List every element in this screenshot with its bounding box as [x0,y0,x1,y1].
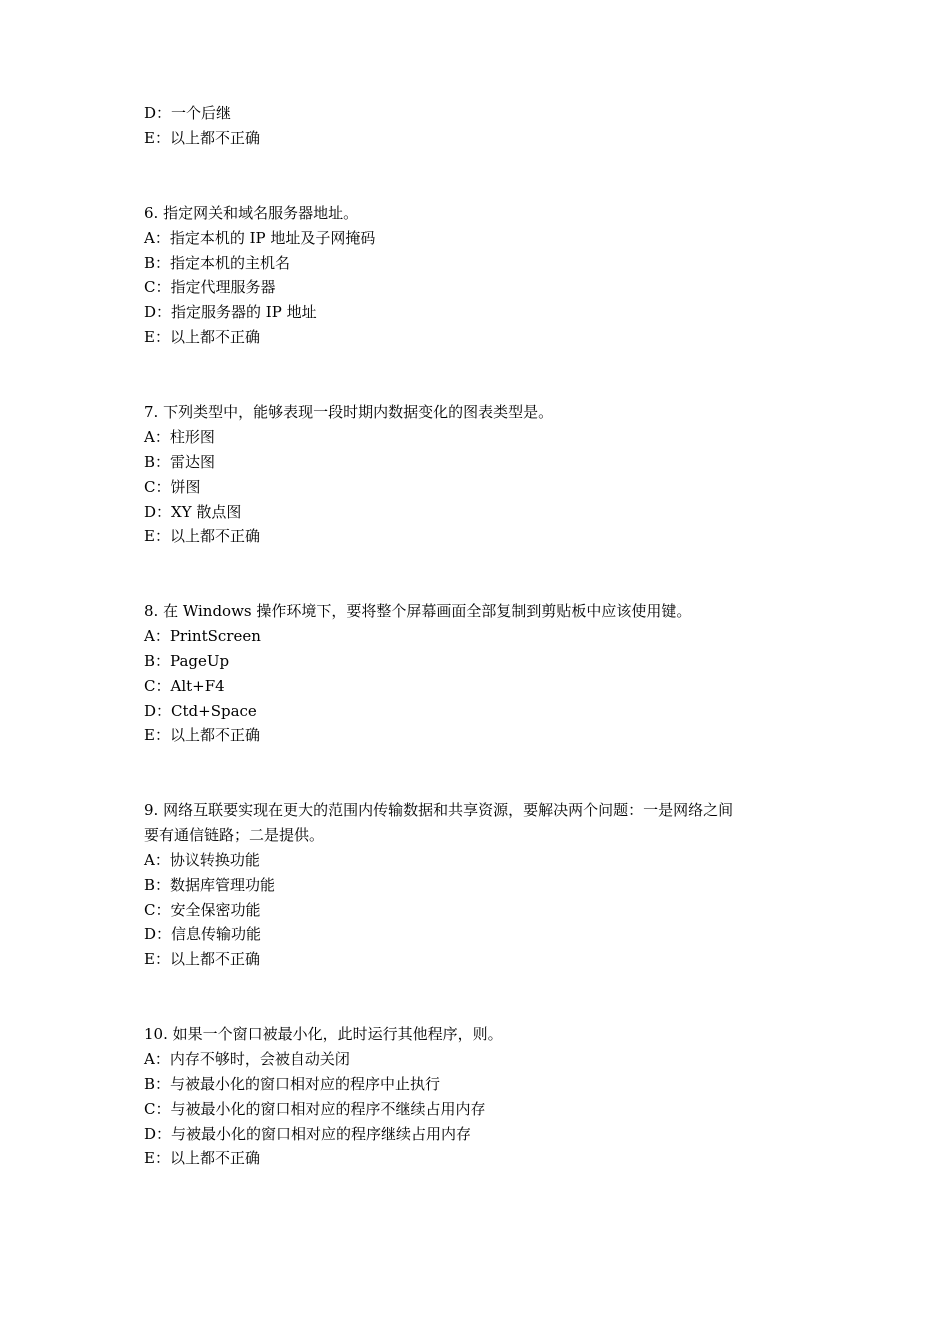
option-line: D：与被最小化的窗口相对应的程序继续占用内存 [144,1125,472,1143]
option-line: D：一个后继 [144,104,232,122]
option-line: E：以上都不正确 [144,527,260,545]
option-line: A：内存不够时，会被自动关闭 [144,1050,350,1068]
question-stem: 6. 指定网关和域名服务器地址。 [144,204,359,222]
option-line: B：PageUp [144,652,230,670]
option-line: E：以上都不正确 [144,129,260,147]
option-line: E：以上都不正确 [144,328,260,346]
option-line: C：Alt+F4 [144,677,225,695]
question-stem: 7. 下列类型中，能够表现一段时期内数据变化的图表类型是。 [144,403,554,421]
option-line: A：柱形图 [144,428,215,446]
option-line: D：XY 散点图 [144,503,242,521]
option-line: B：与被最小化的窗口相对应的程序中止执行 [144,1075,441,1093]
option-line: B：指定本机的主机名 [144,254,291,272]
option-line: C：安全保密功能 [144,901,261,919]
question-stem: 9. 网络互联要实现在更大的范围内传输数据和共享资源，要解决两个问题：一是网络之间 [144,801,734,819]
option-line: D：Ctd+Space [144,702,257,720]
option-line: E：以上都不正确 [144,726,260,744]
question-stem: 10. 如果一个窗口被最小化，此时运行其他程序，则。 [144,1025,503,1043]
option-line: D：指定服务器的 IP 地址 [144,303,317,321]
option-line: B：数据库管理功能 [144,876,276,894]
option-line: A：指定本机的 IP 地址及子网掩码 [144,229,376,247]
question-stem-continuation: 要有通信链路；二是提供。 [144,826,325,844]
option-line: D：信息传输功能 [144,925,262,943]
option-line: E：以上都不正确 [144,1149,260,1167]
option-line: B：雷达图 [144,453,216,471]
option-line: A：PrintScreen [144,627,261,645]
question-stem: 8. 在 Windows 操作环境下，要将整个屏幕画面全部复制到剪贴板中应该使用键。 [144,602,692,620]
option-line: E：以上都不正确 [144,950,260,968]
option-line: C：与被最小化的窗口相对应的程序不继续占用内存 [144,1100,486,1118]
option-line: A：协议转换功能 [144,851,260,869]
option-line: C：指定代理服务器 [144,278,276,296]
option-line: C：饼图 [144,478,201,496]
